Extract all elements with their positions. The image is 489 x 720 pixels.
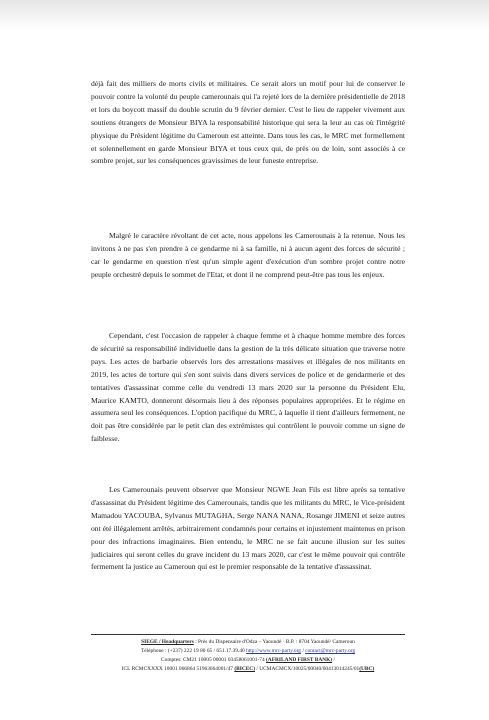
footer-contact-line bbox=[80, 647, 416, 656]
paragraph-1-text: déjà fait des milliers de morts civils et militaires. Ce serait alors un motif pour lui de conserver le pouvoir contre la volonté du peuple camerounais qui l'a rejeté lors de la dernière présidentielle de 2018 et lors du boycott massif du double scrutin du 9 février dernier. C'est le lieu de rappeler vivement aux soutiens étrangers de Monsieur BIYA la responsabilité historique qui sera la leur au cas où l'intégrité physique du Président légitime du Cameroun est atteinte. Dans tous les cas, le MRC met formellement et solennellement en garde Monsieur BIYA et tous ceux qui, de près ou de loin, sont associés à ce sombre projet, sur les conséquences gravissimes de leur funeste entreprise. bbox=[91, 79, 405, 166]
letterhead-footer bbox=[80, 638, 416, 674]
footer-account-2: ICL RCMCXXXX 10001 066864 51963664001/47 bbox=[121, 666, 235, 672]
footer-separator: / bbox=[300, 648, 306, 654]
footer-address-line bbox=[80, 638, 416, 647]
footer-email-link[interactable]: contact@mrc-party.org bbox=[305, 648, 356, 654]
footer-divider bbox=[91, 634, 405, 635]
footer-account-1-end: / bbox=[332, 657, 335, 663]
page-top-shadow bbox=[0, 0, 489, 30]
paragraph-2-text: Malgré le caractère révoltant de cet acte, nous appelons les Camerounais à la retenue. Nous les invitons à ne pas s'en prendre à ce gendarme ni à sa famille, ni à aucun agent des forces de sécurité ; car le gendarme en question n'est qu'un simple agent d'exécution d'un sombre projet contre notre peuple orchestré depuis le sommet de l'Etat, et dont il ne comprend peut-être pas tous les enjeux. bbox=[91, 231, 405, 279]
footer-account-3: / UCMACMCX/10025/00040/00413014245/01 bbox=[255, 666, 360, 672]
paragraph-1 bbox=[91, 78, 405, 168]
footer-address: : Près du Dispensaire d'Odza – Yaoundé · B.P. : 8704 Yaoundé/ Cameroun bbox=[193, 639, 355, 645]
paragraph-4-text: Les Camerounais peuvent observer que Monsieur NGWE Jean Fils est libre après sa tentative d'assassinat du Président légitime des Camerounais, tandis que les militants du MRC, le Vice-président Mamadou YACOUBA, Sylvanus MUTAGHA, Serge NANA NANA, Rosange JIMENI et seize autres ont été illégalement arrêtés, arbitrairement condamnés pour certains et injustement maintenus en prison pour des infractions imaginaires. Bien entendu, le MRC ne se fait aucune illusion sur les suites judiciaires qui seront celles du grave incident du 13 mars 2020, car c'est le même pouvoir qui contrôle fermement la justice au Cameroun qui est le premier responsable de la tentative d'assassinat. bbox=[91, 485, 405, 572]
paragraph-2 bbox=[91, 230, 405, 282]
footer-phone: Téléphone : (+237) 222 19 80 65 / 651.17.39.40 bbox=[140, 648, 247, 654]
footer-account-line-1 bbox=[80, 656, 416, 665]
footer-headquarters-label: SIEGE / Headquarters bbox=[141, 639, 194, 645]
footer-bank-bicec: (BICEC) bbox=[234, 666, 255, 672]
footer-website-link[interactable]: http://www.mrc-party.org bbox=[246, 648, 301, 654]
paragraph-3-text: Cependant, c'est l'occasion de rappeler à chaque femme et à chaque homme membre des forces de sécurité sa responsabilité individuelle dans la gestion de la très délicate situation que traverse notre pays. Les actes de barbarie observés lors des arrestations massives et illégales de nos militants en 2019, les actes de torture qui s'en sont suivis dans divers services de police et de gendarmerie et des tentatives d'assassinat comme celle du vendredi 13 mars 2020 sur la personne du Président Elu, Maurice KAMTO, donneront désormais lieu à des réponses populaires appropriées. Et le régime en assumera seul les conséquences. L'option pacifique du MRC, à laquelle il tient d'ailleurs fermement, ne doit pas être considérée par le petit clan des extrémistes qui contrôlent le pouvoir comme un signe de faiblesse. bbox=[91, 331, 405, 444]
footer-account-1: Comptes: CM21 10005 00001 03458061001-74 bbox=[161, 657, 267, 663]
footer-bank-afriland: (AFRILAND FIRST BANK) bbox=[266, 657, 333, 663]
paragraph-4 bbox=[91, 484, 405, 574]
paragraph-3 bbox=[91, 330, 405, 446]
footer-account-line-2 bbox=[80, 665, 416, 674]
footer-bank-ubc: (UBC) bbox=[359, 666, 375, 672]
